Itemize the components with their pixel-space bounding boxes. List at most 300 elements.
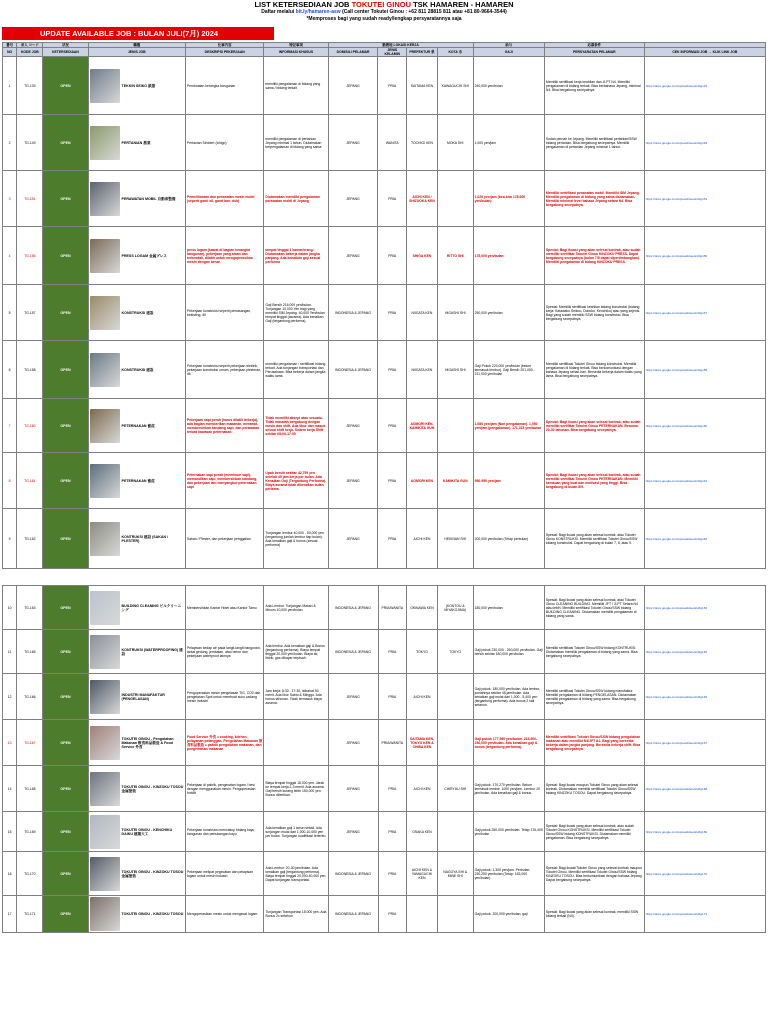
- row-number: 6: [3, 341, 17, 399]
- job-link[interactable]: https://docs.google.com/spreadsheets/d/tg158: [644, 341, 765, 399]
- job-type-label: TOKUTEI GINOU - KENCHIKU DAIKU 建築大工: [121, 827, 173, 836]
- status-badge: OPEN: [43, 674, 88, 720]
- col-code-jp: 求人 コード: [17, 43, 43, 48]
- job-description: Pekerjaan konstruksi seperti pekerjaan elektrik, pekerjaan konstruksi umum, pekerjaan plesteran, dll.: [185, 341, 263, 399]
- requirements: Memiliki sertifikasi Tokutei Ginou/SSW bidang manufaktur. Memiliki pengalaman di bidang PENGELASAN. Diutamakan memiliki pengalaman di bidang yang sama. Bisa bergabung secepatnya.: [544, 674, 644, 720]
- city: [437, 674, 473, 720]
- salary: Gaji pokok 250,000 yen/bulan. Tetap 176,400 yen/bulan: [473, 812, 544, 852]
- job-type: [88, 57, 185, 115]
- special-info: Tunjangan lembur 40,000 - 50,000 yen (tergantung jumlah lembur tiap bulan). Ada kenaikan gaji & bonus (sesuai performa): [264, 509, 328, 569]
- gender: PRIA: [378, 852, 407, 896]
- job-table-top: [2, 42, 766, 569]
- table-row: [3, 896, 766, 933]
- job-code: TG-171: [17, 896, 43, 933]
- prefecture: OSAKA KEN: [407, 812, 438, 852]
- row-number: 9: [3, 509, 17, 569]
- job-type-label: TOKUTEI GINOU - KINZOKU TOSOU 金属塗装: [121, 784, 184, 793]
- job-type-cell: [90, 897, 184, 931]
- job-link[interactable]: https://docs.google.com/spreadsheets/d/tg133: [644, 57, 765, 115]
- salary: 200,000 yen/bulan (Tetap perbulan): [473, 509, 544, 569]
- status-badge: OPEN: [43, 171, 88, 227]
- city: RITTO SHI: [437, 227, 473, 285]
- col-status-jp: 状況: [43, 43, 88, 48]
- applicant-domicile: INDONESIA & JEPANG: [328, 630, 378, 674]
- status-badge: OPEN: [43, 812, 88, 852]
- status-badge: OPEN: [43, 630, 88, 674]
- table-row: [3, 720, 766, 766]
- registration-prefix: Daftar melalui: [261, 9, 296, 15]
- job-code: TG-149: [17, 115, 43, 171]
- job-description: Pelapisan kedap air pada langit-langit bangunan, lantai gedung, jembatan, atau beton dan pekerjaan waterproof lainnya: [186, 630, 264, 674]
- job-type: [88, 341, 185, 399]
- city: HIGASHI SHI: [437, 341, 473, 399]
- job-code: TG-166: [17, 674, 43, 720]
- job-type-label: KONTRUKSI 建設 (SAKAN / PLESTER): [121, 534, 169, 543]
- requirements: Memiliki sertifikasi Tokutei Ginou bidang konstruksi. Memiliki pengalaman di bidang terkait. Bisa berkomunikasi dengan bahasa Jepang sehari-hari. Bersedia bekerja dalam waktu yang lama. Bisa bergabung secepatnya.: [544, 341, 644, 399]
- salary: 178,000 yen/bulan: [473, 227, 544, 285]
- prefecture: AICHI KEN: [407, 674, 438, 720]
- job-code: TG-165: [17, 630, 43, 674]
- job-type-cell: [90, 464, 184, 498]
- job-type-cell: [90, 522, 184, 556]
- subtitle-note: *Memproses bagi yang sudah ready/lengkap persyaratannya saja: [306, 16, 462, 22]
- job-photo: [90, 635, 120, 669]
- prefecture: AICHI KEN & YAMAGUCHI KEN: [407, 852, 438, 896]
- job-photo: [90, 680, 120, 714]
- job-type-cell: [90, 182, 184, 216]
- gender: PRIA: [378, 509, 407, 569]
- row-number: 13: [3, 720, 17, 766]
- col-info: INFORMASI KHUSUS: [264, 48, 328, 57]
- job-link[interactable]: https://docs.google.com/spreadsheets/d/tg168: [644, 766, 765, 812]
- col-no-jp: 番号: [3, 43, 17, 48]
- gender: PRIA/WANITA: [378, 720, 407, 766]
- requirements: Spesial: Bagi ikuasi yang akan selesai kontrak, memiliki SSW bidang terkait (N4).: [544, 896, 644, 933]
- job-description: Sakan / Plester, dan pekerjaan penggalian: [185, 509, 263, 569]
- col-gender: JENIS KELAMIN: [378, 48, 407, 57]
- prefecture: AOMORI KEN: [407, 453, 438, 509]
- requirements: Spesial: Bagi ikuasi yang akan selesai kontrak, atau sudah Tokutei Ginou KONSTRUKSI. Memiliki sertifikasi Tokutei Ginou/SSW bidang KONSTRUKSI. Diutamakan memiliki pengalaman. Bisa bergabung secepatnya.: [544, 812, 644, 852]
- requirements: Spesial: Bagi ikuasi yang akan selesai kontrak, atau sudah memiliki sertifikat Tokutei Ginou KINZOKU PRESS. Dapat bergabung secepatnya (bulan 7/8 dapat dipertimbangkan). Memiliki pengalaman di bidang KINZOKU PRESS.: [544, 227, 644, 285]
- gender: PRIA: [378, 227, 407, 285]
- col-gaji-jp: 給与: [473, 43, 544, 48]
- salary: Gaji pokok: 1,300 yen/jam. Perbulan: 230,250 yen/bulan (Tetap: 163,000 yen/bulan): [473, 852, 544, 896]
- col-city: KOTA 市: [437, 48, 473, 57]
- job-photo: [90, 857, 120, 891]
- job-type: [88, 399, 185, 453]
- job-code: TG-163: [17, 586, 43, 630]
- title-text-end: TSK HAMAREN - HAMAREN: [411, 0, 514, 9]
- job-type-label: PERTANIAN 農業: [121, 140, 151, 145]
- status-badge: OPEN: [43, 586, 88, 630]
- special-info: tempat tinggal 1 kamar/orang. Diutamakan bekerja dalam jangka panjang. Ada kenaikan gaji sesuai performa: [264, 227, 328, 285]
- col-status: KETERSEDIAAN: [43, 48, 88, 57]
- row-number: 2: [3, 115, 17, 171]
- gender: WANITA: [378, 115, 407, 171]
- registration-line: [0, 9, 768, 16]
- job-photo: [90, 353, 120, 387]
- special-info: Diutamakan memiliki pengalaman perawatan mobil di Jepang: [264, 171, 328, 227]
- job-code: TG-156: [17, 227, 43, 285]
- job-description: Pengoperasian mesin pengelasan TIG, CO2 dan pengelasan Spot untuk membuat suku cadang mesin industri: [186, 674, 264, 720]
- status-badge: OPEN: [43, 285, 88, 341]
- row-number: 17: [3, 896, 17, 933]
- job-link[interactable]: https://docs.google.com/spreadsheets/d/tg162: [644, 509, 765, 569]
- job-type-cell: [90, 353, 184, 387]
- table-row: [3, 586, 766, 630]
- col-no: NO: [3, 48, 17, 57]
- job-description: Food Service 外食 = cooking, kitchen, pelayanan pelanggan. Pengolahan Makanan 飲食料品製造 = pabrik pengolahan makanan, dan pengemasan makanan: [186, 720, 264, 766]
- applicant-domicile: JEPANG: [328, 227, 378, 285]
- job-code: TG-168: [17, 766, 43, 812]
- job-description: Pekerjaan konstruksi seperti pemasangan, bekisting, dll: [185, 285, 263, 341]
- gender: PRIA: [378, 896, 407, 933]
- job-rows-top: [3, 57, 766, 569]
- table-row: [3, 57, 766, 115]
- table-row: [3, 399, 766, 453]
- job-code: TG-170: [17, 852, 43, 896]
- salary: 1,080 yen/jam (Non pengalaman). 1,050 yen/jam (pengalaman). 171,315 yen/bulan: [473, 399, 544, 453]
- gender: PRIA: [378, 399, 407, 453]
- city: TOKYO: [437, 630, 473, 674]
- header-row-id: [3, 48, 766, 57]
- row-number: 16: [3, 852, 17, 896]
- job-type-label: TOKUTEI GINOU - KINZOKU TOSOU 金属塗装: [121, 869, 184, 878]
- requirements: Memiliki sertifikasi Tokutei Ginou/SSW bidang pengolahan makanan atau memiliki N4/JFT A2. Bagi yang bersedia bekerja dalam jangka panjang. Bersedia bekerja shift. Bisa bergabung secepatnya.: [544, 720, 644, 766]
- job-code: TG-161: [17, 453, 43, 509]
- salary: 180,000 yen/bulan: [473, 586, 544, 630]
- city: [437, 171, 473, 227]
- job-code: TG-169: [17, 812, 43, 852]
- row-number: 4: [3, 227, 17, 285]
- salary: 950-950 yen/jam: [473, 453, 544, 509]
- special-info: Ada lembur. Ada kenaikan gaji & Bonus (tergantung performa). Biaya tempat tinggal 20,000 yen/bulan. Biaya air, listrik, gas dibayar terpisah.: [264, 630, 328, 674]
- table-row: [3, 509, 766, 569]
- job-photo: [90, 182, 120, 216]
- city: CHIRYUU SHI: [437, 766, 473, 812]
- job-description: Pemeliharaan dan perawatan mesin mobil (seperti ganti oli, ganti ban, dsb): [185, 171, 263, 227]
- prefecture: NIIGATA KEN: [407, 285, 438, 341]
- status-badge: OPEN: [43, 399, 88, 453]
- job-link[interactable]: https://docs.google.com/spreadsheets/d/tg165: [644, 630, 765, 674]
- job-photo: [90, 591, 120, 625]
- col-jenis: JENIS JOB: [88, 48, 185, 57]
- registration-link[interactable]: bit.ly/hamaren-asw: [295, 9, 341, 15]
- prefecture: TOCHIGI KEN: [407, 115, 438, 171]
- city: MOKA SHI: [437, 115, 473, 171]
- row-number: 1: [3, 57, 17, 115]
- table-row: [3, 630, 766, 674]
- job-photo: [90, 296, 120, 330]
- table-row: [3, 766, 766, 812]
- requirements: Memiliki sertifikasi kerja keahlian dan JLPT N4. Memiliki pengalaman di bidang terkait. Bisa berbahasa Jepang, minimal N4. Bisa bergabung secepatnya.: [544, 57, 644, 115]
- job-description: press logam (kawat di bagian kerangka bangunan), pekerjaan yang aman dan terkendali, dilatih untuk mengoperasikan mesin dengan benar.: [185, 227, 263, 285]
- job-description: Pekerjaan sapi perah (harus dilatih bekerja), ada bagian memberikan makanan, merawat, membersihkan kandang sapi, dan perawatan terkait kawasan peternakan.: [185, 399, 263, 453]
- special-info: memiliki pengalaman di pertanian Jepang minimal 1 tahun. Diutamakan berpengalaman di bidang yang sama.: [264, 115, 328, 171]
- job-link[interactable]: https://docs.google.com/spreadsheets/d/tg157: [644, 285, 765, 341]
- job-type-label: INDUSTRI MANUFAKTUR (PENGELASAN): [121, 692, 165, 701]
- job-type-cell: [90, 772, 184, 806]
- table-row: [3, 674, 766, 720]
- requirements: Spesial: Memiliki sertifikasi keahlian bidang konstruksi (bidang kerja: Katawaku Seikou, Doboku, Kenchiku) atau yang sejenis. Bagi yang sudah memiliki SSW bidang konstruksi. Bisa bergabung secepatnya.: [544, 285, 644, 341]
- row-number: 11: [3, 630, 17, 674]
- requirements: Spesial: Bagi ikuasi yang akan selesai kontrak, atau Tokutei Ginou KONSTRUKSI. Memiliki sertifikasi Tokutei Ginou/SSW bidang konstruksi. Dapat bergabung di bulan 7, 8, atau 9.: [544, 509, 644, 569]
- requirements: Spesial: Bagi ikuasi yang akan selesai kontrak, atau Tokutei Ginou CLEANING BUILDING. Memiliki JFT / JLPT Setara N4 atau lebih. Memiliki sertifikasi Tokutei Ginou/SSW bidang BUILDING CLEANING. Diutamakan memiliki pengalaman di bidang yang sama.: [544, 586, 644, 630]
- gender: PRIA: [378, 57, 407, 115]
- special-info: Gaji Bersih 216,000 yen/bulan. Tunjangan 10,000 Yen bagi yang memiliki SIM Jepang. 40,000 Yen/bulan tempat tinggal (asrama). Ada kenaikan Gaji (tergantung performa).: [264, 285, 328, 341]
- applicant-domicile: JEPANG: [328, 399, 378, 453]
- job-link[interactable]: https://docs.google.com/spreadsheets/d/tg167: [644, 720, 765, 766]
- job-type-label: PETERNAKAN 畜産: [121, 423, 155, 428]
- status-badge: OPEN: [43, 227, 88, 285]
- job-type-cell: [90, 239, 184, 273]
- job-photo: [90, 69, 120, 103]
- job-description: Pembuatan kerangka bangunan: [185, 57, 263, 115]
- job-photo: [90, 522, 120, 556]
- job-type-label: PRESS LOGAM 金属プレス: [121, 253, 167, 258]
- status-badge: OPEN: [43, 509, 88, 569]
- job-description: Pertanian Strobert (ichigo): [185, 115, 263, 171]
- job-description: Pekerjaan melipat pegecatan dan pelapisan logam untuk mesin industri.: [186, 852, 264, 896]
- job-code: TG-162: [17, 509, 43, 569]
- page-title: [0, 0, 768, 9]
- gender: PRIA/WANITA: [378, 586, 407, 630]
- status-badge: OPEN: [43, 852, 88, 896]
- job-link[interactable]: https://docs.google.com/spreadsheets/d/tg160: [644, 399, 765, 453]
- job-type: [88, 630, 185, 674]
- table-row: [3, 171, 766, 227]
- job-photo: [90, 815, 120, 849]
- requirements: Sudah pernah ke Jepang. Memiliki sertifikasi pertanian/SSW bidang pertanian. Bisa bergabung secepatnya. Memiliki pengalaman di pertanian Jepang minimal 1 tahun.: [544, 115, 644, 171]
- col-desc-jp: 仕事内容: [185, 43, 263, 48]
- city: [437, 720, 473, 766]
- job-type-cell: [90, 69, 184, 103]
- job-code: TG-151: [17, 171, 43, 227]
- prefecture: SAITAMA KEN, TOKYO KEN & CHIBA KEN: [407, 720, 438, 766]
- gender: PRIA: [378, 341, 407, 399]
- col-pref: PREFEKTUR 県: [407, 48, 438, 57]
- job-type: [88, 586, 185, 630]
- row-number: 15: [3, 812, 17, 852]
- job-photo: [90, 464, 120, 498]
- row-number: 5: [3, 285, 17, 341]
- special-info: memiliki pengalaman / sertifikasi bidang terkait. Ada tunjangan transportasi dan Perusahaan. Bisa bekerja dalam jangka waktu lama: [264, 341, 328, 399]
- job-type-label: BUILDING CLEANING ビルクリーニング: [121, 603, 182, 612]
- applicant-domicile: JEPANG: [328, 720, 378, 766]
- applicant-domicile: INDONESIA & JEPANG: [328, 341, 378, 399]
- prefecture: SAITAMA KEN: [407, 57, 438, 115]
- salary: Gaji pokok 230,000 - 260,000 yen/bulan. Gaji bersih sekitar 180,000 yen/bulan: [473, 630, 544, 674]
- salary: Gaji pokok: 180,000 yen/bulan. Ada lembur, jumlahnya sekitar 45 jam/bulan. Ada kenaikan gaji mulai dari 1,000 - 5,400 yen (tergantung performa). Ada bonus 2 kali setahun.: [473, 674, 544, 720]
- prefecture: OKINAWA KEN: [407, 586, 438, 630]
- city: HIGASHI SHI: [437, 285, 473, 341]
- job-type-label: TOKUTEI GINOU - KINZOKU TOSOU: [121, 912, 184, 916]
- requirements: Memiliki sertifikasi perawatan mobil. Memiliki SIM Jepang. Memiliki pengalaman di bidang yang sama diutamakan. Memiliki minimal level bahasa Jepang setara N4. Bisa bergabung secepatnya.: [544, 171, 644, 227]
- job-type-cell: [90, 591, 184, 625]
- job-link[interactable]: https://docs.google.com/spreadsheets/d/tg163: [644, 586, 765, 630]
- job-type-cell: [90, 726, 184, 760]
- city: [437, 399, 473, 453]
- job-type-cell: [90, 296, 184, 330]
- job-type-label: KONSTRUKSI 建設: [121, 310, 154, 315]
- job-type-label: PERAWATAN MOBIL 自動車整備: [121, 196, 176, 201]
- gender: PRIA: [378, 766, 407, 812]
- prefecture: AICHI KEN: [407, 766, 438, 812]
- job-type: [88, 115, 185, 171]
- job-type: [88, 720, 185, 766]
- col-jenis-jp: 職種: [88, 43, 185, 48]
- special-info: Ada Lembur: 20-30 jam/bulan. Ada kenaikan gaji (tergantung performa). Biaya tempat tinggal 20,000-40,000 yen. Dapat tunjangan transportasi.: [264, 852, 328, 896]
- special-info: Tidak memiliki aksepi atau sesuatu. Tidak masalah bergabung dengan mesin dan shift. Ada libur dan masuk sesuai shift kerja. Sistem kerja Shift sekitar 08:00-17:00: [264, 399, 328, 453]
- job-code: TG-157: [17, 285, 43, 341]
- salary: 250,000 yen/bulan: [473, 285, 544, 341]
- col-info-jp: 特記事項: [264, 43, 328, 48]
- salary: Gaji pokok 177,990 yen/bulan. 213,900-230,000 yen/bulan. Ada kenaikan gaji & bonus (tergantung performa).: [473, 720, 544, 766]
- job-description: Mengoperasikan mesin untuk mengecat logam: [186, 896, 264, 933]
- status-badge: OPEN: [43, 896, 88, 933]
- city: (KONTOU & MIYAKOJIMA): [437, 586, 473, 630]
- status-badge: OPEN: [43, 115, 88, 171]
- table-row: [3, 115, 766, 171]
- job-link[interactable]: https://docs.google.com/spreadsheets/d/tg166: [644, 674, 765, 720]
- prefecture: AOMORI KEN, KAMIKITA GUN: [407, 399, 438, 453]
- job-type: [88, 812, 185, 852]
- gender: PRIA: [378, 812, 407, 852]
- gender: PRIA: [378, 453, 407, 509]
- special-info: Jam kerja: 8:30 - 17:30, istirahat 90 menit. Ada libur Sabtu & Minggu. Ada bonus tahunan. Tidak termasuk biaya asrama.: [264, 674, 328, 720]
- job-type: [88, 852, 185, 896]
- city: [437, 896, 473, 933]
- special-info: [264, 720, 328, 766]
- job-rows-bottom: [3, 586, 766, 933]
- applicant-domicile: JEPANG: [328, 812, 378, 852]
- salary: 1,020 yen/jam (kira-kira 178,000 yen/bulan): [473, 171, 544, 227]
- salary: Gaji pokok: 170,270 yen/bulan. Belum termasuk lembur. 1000 yen/jam. Lembur 20 jam/bulan. Ada kenaikan gaji & bonus.: [473, 766, 544, 812]
- col-gaji: GAJI: [473, 48, 544, 57]
- salary: 1,000 yen/jam: [473, 115, 544, 171]
- special-info: Tunjangan Transportasi 15,000 yen. Ada Bonus 2x setahun: [264, 896, 328, 933]
- table-row: [3, 453, 766, 509]
- update-banner: UPDATE AVAILABLE JOB : BULAN JULI(7月) 2024: [2, 27, 274, 40]
- table-row: [3, 852, 766, 896]
- status-badge: OPEN: [43, 720, 88, 766]
- call-center-text: (Call center Tokutei Ginou : +62 811 28815 811 atau +81 80-9664-3544): [340, 9, 507, 15]
- special-info: memiliki pengalaman di bidang yang sama / bidang terkait: [264, 57, 328, 115]
- job-type: [88, 453, 185, 509]
- status-badge: OPEN: [43, 341, 88, 399]
- salary: 240,000 yen/bulan: [473, 57, 544, 115]
- city: HEKINAN SHI: [437, 509, 473, 569]
- status-badge: OPEN: [43, 766, 88, 812]
- job-link[interactable]: https://docs.google.com/spreadsheets/d/tg156: [644, 227, 765, 285]
- applicant-domicile: INDONESIA & JEPANG: [328, 586, 378, 630]
- requirements: Spesial: Bagi ikuasi yang akan selesai kontrak, atau sudah memiliki sertifikat Tokutei Ginou PETERNAKAN. Berumur 20-30 tahunan. Bisa bergabung secepatnya.: [544, 399, 644, 453]
- requirements: Memiliki sertifikasi Tokutei Ginou/SSW bidang KONTRUKSI. Diutamakan memiliki pengalaman di bidang yang sama. Bisa bergabung secepatnya.: [544, 630, 644, 674]
- job-type-label: TEKKIN SEIKO 鉄筋: [121, 83, 156, 88]
- job-code: TG-158: [17, 341, 43, 399]
- city: [437, 812, 473, 852]
- applicant-domicile: INDONESIA & JEPANG: [328, 852, 378, 896]
- col-syarat-jp: 応募条件: [544, 43, 644, 48]
- job-link[interactable]: https://docs.google.com/spreadsheets/d/tg149: [644, 115, 765, 171]
- prefecture: TOKYO: [407, 630, 438, 674]
- table-row: [3, 341, 766, 399]
- job-code: TG-160: [17, 399, 43, 453]
- job-photo: [90, 126, 120, 160]
- job-link[interactable]: https://docs.google.com/spreadsheets/d/tg161: [644, 453, 765, 509]
- prefecture: SHIGA KEN: [407, 227, 438, 285]
- requirements: Spesial: Bagi ikuasi maupun Tokutei Ginou yang akan selesai kontrak. Diutamakan memiliki sertifikasi Tokutei Ginou/SSW bidang KINZOKU TOSOU. Dapat bergabung secepatnya.: [544, 766, 644, 812]
- special-info: Upah bersih sekitar 42,759 yen setelah 45 jam kerja per bulan. Ada Kenaikan Gaji (Tergantung Performa). Biaya asrama tidak dikenakan bulan pertama.: [264, 453, 328, 509]
- job-type: [88, 285, 185, 341]
- title-text: LIST KETERSEDIAAN JOB: [254, 0, 352, 9]
- job-type-label: TOKUTEI GINOU - Pengolahan Makanan 飲食料品製造 & Food Service 外食: [121, 736, 174, 749]
- job-type: [88, 674, 185, 720]
- prefecture: AICHI KEN / SHIZUOKA KEN: [407, 171, 438, 227]
- job-code: TG-167: [17, 720, 43, 766]
- job-link[interactable]: https://docs.google.com/spreadsheets/d/tg151: [644, 171, 765, 227]
- applicant-domicile: JEPANG: [328, 115, 378, 171]
- job-description: Pekerjaan di pabrik, pengecatan logam / besi dengan menggunakan mesin. Pengoperasian forklift: [186, 766, 264, 812]
- col-link: CEK INFORMASI JOB → KLIK LINK JOB: [644, 48, 765, 57]
- col-syarat: PERSYARATAN PELAMAR: [544, 48, 644, 57]
- job-photo: [90, 897, 120, 931]
- job-type-cell: [90, 409, 184, 443]
- applicant-domicile: JEPANG: [328, 171, 378, 227]
- job-type: [88, 509, 185, 569]
- city: NAGOYA SHI & MINE SHI: [437, 852, 473, 896]
- gender: PRIA: [378, 171, 407, 227]
- prefecture: NIIGATA KEN: [407, 341, 438, 399]
- job-type-label: KONSTRUKSI 建設: [121, 367, 154, 372]
- row-number: 10: [3, 586, 17, 630]
- row-number: 3: [3, 171, 17, 227]
- job-type: [88, 896, 185, 933]
- city: KAWAGUCHI SHI: [437, 57, 473, 115]
- applicant-domicile: INDONESIA & JEPANG: [328, 896, 378, 933]
- job-type-cell: [90, 126, 184, 160]
- job-link[interactable]: https://docs.google.com/spreadsheets/d/tg171: [644, 896, 765, 933]
- city: KAMIKITA GUN: [437, 453, 473, 509]
- table-row: [3, 812, 766, 852]
- job-link[interactable]: https://docs.google.com/spreadsheets/d/tg169: [644, 812, 765, 852]
- applicant-domicile: JEPANG: [328, 57, 378, 115]
- table-row: [3, 227, 766, 285]
- gender: PRIA: [378, 285, 407, 341]
- requirements: Spesial: Bagi ikuasi yang akan selesai kontrak, atau sudah memiliki sertifikat Tokutei Ginou PETERNAKAN. Memiliki kemauan yang kuat dan motivasi yang tinggi. Bisa bergabung di bulan 8/9.: [544, 453, 644, 509]
- job-type-cell: [90, 857, 184, 891]
- col-code: KODE JOB: [17, 48, 43, 57]
- col-lokasi-jp: 勤務地 LOKASI KERJA: [328, 43, 473, 48]
- applicant-domicile: JEPANG: [328, 766, 378, 812]
- job-photo: [90, 239, 120, 273]
- job-type-cell: [90, 635, 184, 669]
- special-info: Biaya tempat tinggal 18,000 yen. Jarak ke tempat kerja 2-3 menit. Ada asrama. Gaji bersih kurang lebih 150,000 yen. Bonus diberikan.: [264, 766, 328, 812]
- row-number: 12: [3, 674, 17, 720]
- applicant-domicile: JEPANG: [328, 453, 378, 509]
- job-table-bottom: [2, 585, 766, 933]
- applicant-domicile: JEPANG: [328, 674, 378, 720]
- status-badge: OPEN: [43, 453, 88, 509]
- title-highlight: TOKUTEI GINOU: [351, 0, 412, 9]
- job-description: Peternakan sapi perah (meminum sapi), memandikan sapi, membersihkan kandang, dan pekerjaan lain menyangkut peternakan sapi: [185, 453, 263, 509]
- status-badge: OPEN: [43, 57, 88, 115]
- applicant-domicile: INDONESIA & JEPANG: [328, 285, 378, 341]
- job-description: Membersihkan Kamar Hotel atau Kantor Tamu: [186, 586, 264, 630]
- job-type-cell: [90, 680, 184, 714]
- prefecture: AICHI KEN: [407, 509, 438, 569]
- job-link[interactable]: https://docs.google.com/spreadsheets/d/tg170: [644, 852, 765, 896]
